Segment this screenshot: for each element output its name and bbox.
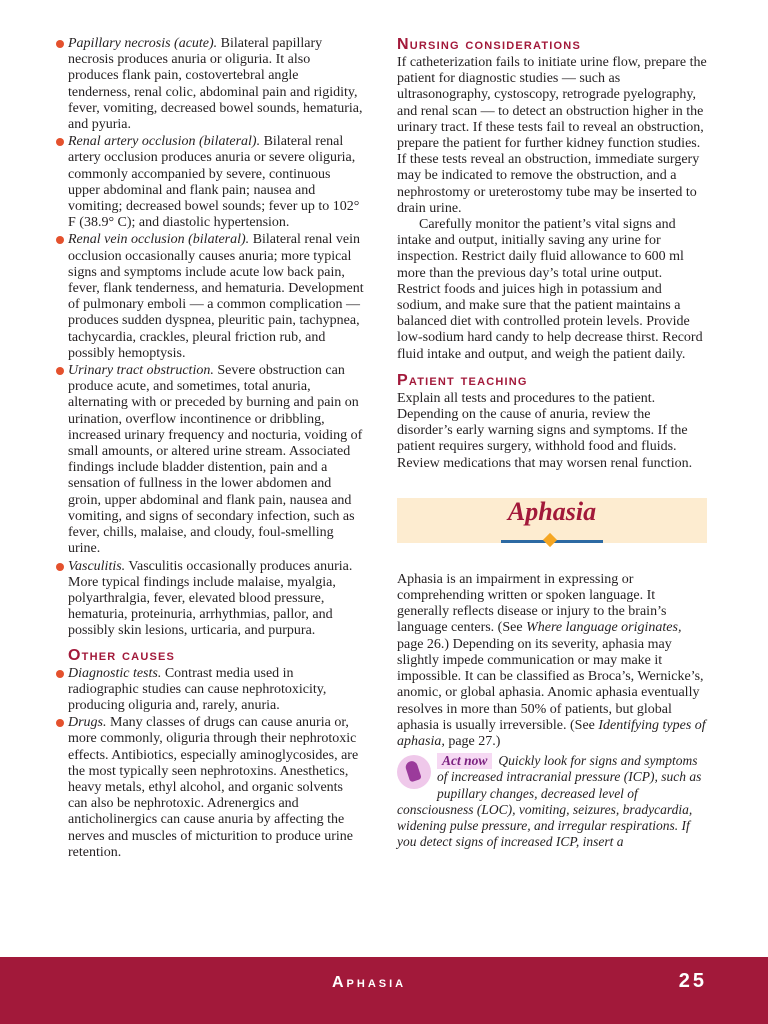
bullet-icon <box>56 138 64 146</box>
intro-text: Aphasia is an impairment in expressing or comprehending written or spoken language. It generally reflects disease or injury to the brain’s language centers. (See <box>397 571 667 636</box>
bullet-icon <box>56 563 64 571</box>
cause-text: Bilateral papillary necrosis produces anuria or oliguria. It also produces flank pain, costovertebral angle tenderness, renal colic, abdominal pain and rigidity, fever, vomiting, decreased bowel sounds, hematuria, and pyuria. <box>68 36 363 133</box>
cause-term: Urinary tract obstruction. <box>68 363 214 379</box>
cause-entry <box>68 715 364 861</box>
diamond-icon <box>543 533 557 547</box>
right-column <box>397 36 707 850</box>
cause-term: Drugs. <box>68 715 107 731</box>
act-now-label: Act now <box>437 753 492 769</box>
section-title: Aphasia <box>507 496 597 526</box>
act-now-callout <box>397 753 707 850</box>
cause-entry <box>68 232 364 362</box>
cause-term: Renal artery occlusion (bilateral). <box>68 134 261 150</box>
cause-term: Renal vein occlusion (bilateral). <box>68 232 250 248</box>
aphasia-intro <box>397 572 707 750</box>
section-title-box <box>397 498 707 543</box>
page-number: 25 <box>678 970 707 992</box>
teaching-paragraph: Explain all tests and procedures to the patient. Depending on the cause of anuria, review the disorder’s early warning signs and symptoms. If the patient requires surgery, withhold food and fluids. Review medications that may worsen renal function. <box>397 390 693 471</box>
left-column <box>68 36 364 862</box>
cause-term: Vasculitis. <box>68 558 126 574</box>
cause-text: Bilateral renal vein occlusion occasionally causes anuria; more typical signs and symptoms include acute low back pain, fever, flank tenderness, and hematuria. Development of pulmonary emboli — a common complication — produces sudden dyspnea, pleuritic pain, tachypnea, tachycardia, crackles, pleural friction rub, and possibly hemoptysis. <box>68 232 364 361</box>
alert-figure-icon <box>397 755 431 789</box>
cause-text: Vasculitis occasionally produces anuria. More typical findings include malaise, myalgia, polyarthralgia, fever, elevated blood pressure, hematuria, proteinuria, arrhythmias, pallor, and possibly skin lesions, urticaria, and purpura. <box>68 558 353 639</box>
bullet-icon <box>56 367 64 375</box>
bullet-icon <box>56 670 64 678</box>
cause-entry <box>68 134 364 231</box>
bullet-icon <box>56 719 64 727</box>
cause-entry <box>68 666 364 715</box>
cause-entry <box>68 559 364 640</box>
cause-term: Diagnostic tests. <box>68 665 162 681</box>
cause-text: Severe obstruction can produce acute, and sometimes, total anuria, alternating with or preceded by burning and pain on urination, overflow incontinence or dribbling, increased urinary frequency and nocturia, voiding of small amounts, or altered urine stream. Associated findings include bladder distention, pain and a sensation of fullness in the lower abdomen and groin, upper abdominal and flank pain, nausea and vomiting, and signs of secondary infection, such as fever, chills, malaise, and cloudy, foul-smelling urine. <box>68 363 363 557</box>
other-causes-heading: Other causes <box>68 646 176 664</box>
patient-teaching-heading: Patient teaching <box>397 371 528 389</box>
bullet-icon <box>56 236 64 244</box>
nursing-considerations-heading: Nursing considerations <box>397 36 581 53</box>
cause-entry <box>68 36 364 133</box>
intro-text: page 26.) Depending on its severity, aphasia may slightly impede communication or may make it impossible. It can be classified as Broca’s, Wernicke’s, anomic, or global aphasia. Anomic aphasia eventually resolves in more than 50% of patients, but global aphasia is usually irreversible. (See <box>397 636 704 733</box>
cross-reference-link: Where language originates, <box>526 620 682 636</box>
page-footer <box>0 957 768 1024</box>
cross-reference-link: Identifying types of aphasia, <box>397 717 706 749</box>
cause-text: Many classes of drugs can cause anuria or, more commonly, oliguria through their nephrotoxic effects. Antibiotics, especially aminoglycosides, are the most typically seen nephrotoxins. Anesthetics, heavy metals, ethyl alcohol, and organic solvents can also be nephrotoxic. Adrenergics and anticholinergics can cause anuria by affecting the nerves and muscles of micturition to produce urine retention. <box>68 715 359 860</box>
nursing-paragraph: Carefully monitor the patient’s vital signs and intake and output, initially saving any urine for inspection. Restrict daily fluid allowance to 600 ml more than the previous day’s total urine output. Restrict foods and juices high in potassium and sodium, and make sure that the patient maintains a balanced diet with controlled protein levels. Provide low-sodium hard candy to help decrease thirst. Record fluid intake and output, and weigh the patient daily. <box>397 217 703 362</box>
cause-entry <box>68 363 364 557</box>
bullet-icon <box>56 40 64 48</box>
running-title: Aphasia <box>332 974 407 991</box>
intro-text: page 27.) <box>444 733 501 749</box>
cause-text: Contrast media used in radiographic studies can cause nephrotoxicity, producing oliguria and, rarely, anuria. <box>68 665 327 713</box>
cause-text: Bilateral renal artery occlusion produces anuria or severe oliguria, commonly accompanied by severe, continuous upper abdominal and flank pain; nausea and vomiting; decreased bowel sounds; fever up to 102° F (38.9° C); and diastolic hypertension. <box>68 134 360 231</box>
act-now-text: Quickly look for signs and symptoms of increased intracranial pressure (ICP), such as pupillary changes, decreased level of consciousness (LOC), vomiting, seizures, bradycardia, widening pulse pressure, and irregular respirations. If you detect signs of increased ICP, insert a <box>397 753 702 850</box>
nursing-paragraph: If catheterization fails to initiate urine flow, prepare the patient for diagnostic studies — such as ultrasonography, cystoscopy, retrograde pyelography, and renal scan — to detect an obstruction higher in the urinary tract. If these tests fail to reveal an obstruction, prepare the patient for further kidney function studies. If these tests reveal an obstruction, immediate surgery may be indicated to remove the obstruction, and a nephrostomy or ureterostomy tube may be inserted to drain urine. <box>397 55 707 216</box>
cause-term: Papillary necrosis (acute). <box>68 36 218 51</box>
